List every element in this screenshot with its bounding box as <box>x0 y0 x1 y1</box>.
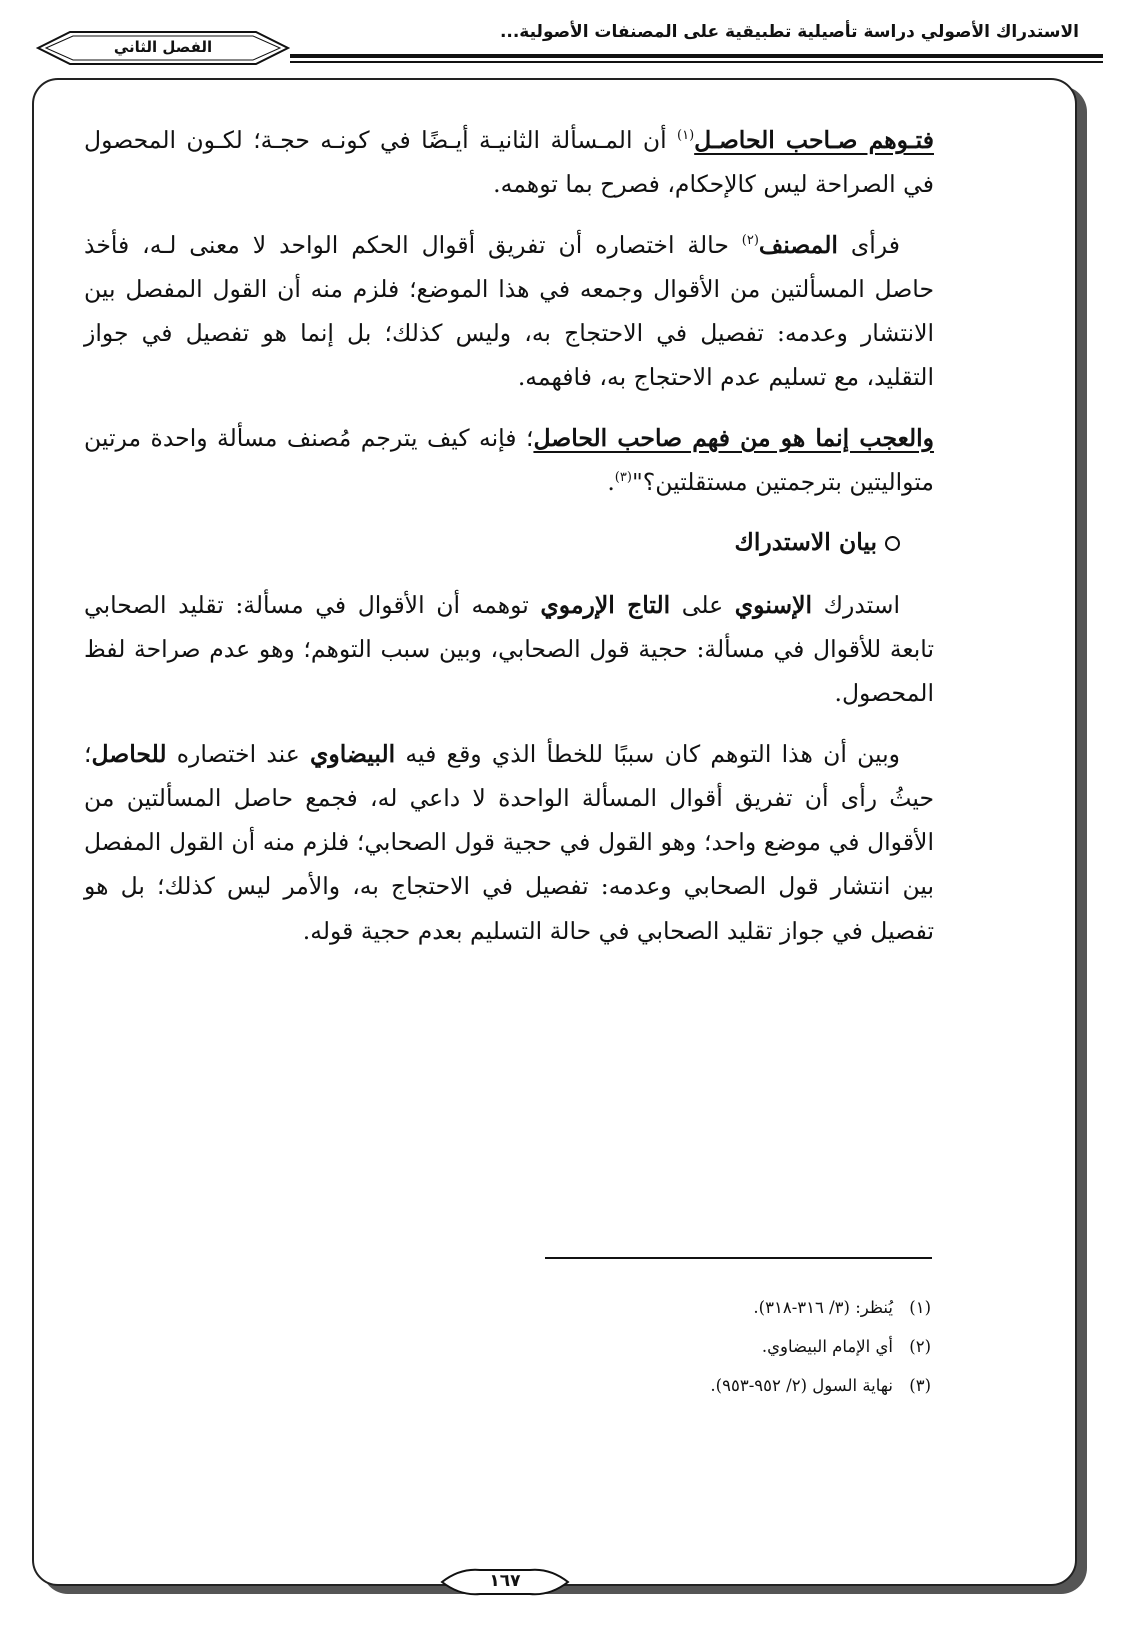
chapter-label: الفصل الثاني <box>113 38 213 56</box>
footnote-number: (٢) <box>909 1337 931 1356</box>
header-rule <box>290 54 1103 68</box>
footnote-number: (٣) <box>909 1376 931 1395</box>
footnote-ref-1[interactable]: (١) <box>677 128 695 144</box>
name-taj-urmawi: التاج الإرموي <box>540 590 671 619</box>
section-heading <box>84 520 934 564</box>
footnote-2 <box>431 1327 931 1366</box>
paragraph-5 <box>84 732 934 953</box>
paragraph-4 <box>84 583 934 716</box>
chapter-tab <box>36 30 290 66</box>
name-musannif: المصنف <box>758 230 838 259</box>
page-number: ١٦٧ <box>489 1571 521 1591</box>
name-baydawi: البيضاوي <box>310 739 396 768</box>
paragraph-3-end: . <box>607 468 615 497</box>
paragraph-1 <box>84 118 934 207</box>
name-isnawi: الإسنوي <box>734 590 813 619</box>
paragraph-5-pre: وبين أن هذا التوهم كان سببًا للخطأ الذي وقع فيه <box>395 739 900 768</box>
term-haasil-author: فتـوهم صـاحب الحاصـل <box>694 126 934 154</box>
paragraph-2-pre: فرأى <box>837 230 900 259</box>
paragraph-2 <box>84 223 934 400</box>
paragraph-5-text: ؛ حيثُ رأى أن تفريق أقوال المسألة الواحدة لا داعي له، فجمع حاصل المسألتين من الأقوال في موضع واحد؛ وهو القول في حجية قول الصحابي؛ فلزم منه أن القول المفصل بين انتشار قول الصحابي وعدمه: تفصيل في الاحتجاج به، والأمر ليس كذلك؛ بل هو تفصيل في جواز تقليد الصحابي في حالة التسليم بعدم حجية قوله. <box>84 739 935 945</box>
paragraph-4-pre: استدرك <box>812 590 900 619</box>
paragraph-2-text: حالة اختصاره أن تفريق أقوال الحكم الواحد لا معنى لـه، فأخذ حاصل المسألتين من الأقوال وجمعه في هذا الموضع؛ فلزم منه أن القول المفصل بين الانتشار وعدمه: تفصيل في الاحتجاج به، وليس كذلك؛ بل إنما هو تفصيل في جواز التقليد، مع تسليم عدم الاحتجاج به، فافهمه. <box>84 230 934 392</box>
name-haasil: للحاصل <box>91 739 167 768</box>
footnote-1 <box>431 1288 931 1327</box>
footnote-text: أي الإمام البيضاوي. <box>761 1337 893 1356</box>
paragraph-3 <box>84 416 934 505</box>
footnote-text: نهاية السول (٢/ ٩٥٢-٩٥٣). <box>710 1376 893 1395</box>
footnote-3 <box>431 1366 931 1405</box>
circle-bullet-icon <box>885 536 900 551</box>
page-number-badge <box>440 1566 570 1598</box>
paragraph-1-text: أن المـسألة الثانيـة أيـضًا في كونـه حجـة؛ لكـون المحصول في الصراحة ليس كالإحكام، فصرح بما توهمه. <box>84 126 934 199</box>
footnote-ref-3[interactable]: (٣) <box>614 470 632 486</box>
footnote-ref-2[interactable]: (٢) <box>741 232 759 248</box>
section-heading-text: بيان الاستدراك <box>734 528 877 557</box>
body-text <box>84 118 934 969</box>
paragraph-4-mid: على <box>670 590 735 619</box>
footnotes <box>431 1288 931 1405</box>
term-wonder: والعجب إنما هو من فهم صاحب الحاصل <box>533 423 934 452</box>
footnote-separator <box>545 1257 932 1259</box>
paragraph-5-mid: عند اختصاره <box>166 739 311 768</box>
book-title: الاستدراك الأصولي دراسة تأصيلية تطبيقية على المصنفات الأصولية... <box>499 22 1079 42</box>
footnote-number: (١) <box>909 1298 931 1317</box>
paragraph-4-text: توهمه أن الأقوال في مسألة: تقليد الصحابي تابعة للأقوال في مسألة: حجية قول الصحابي، وبين سبب التوهم؛ وهو عدم صراحة لفظ المحصول. <box>84 590 934 708</box>
paragraph-3-text: ؛ فإنه كيف يترجم مُصنف مسألة واحدة مرتين متواليتين بترجمتين مستقلتين؟" <box>84 423 934 497</box>
footnote-text: يُنظر: (٣/ ٣١٦-٣١٨). <box>753 1298 893 1317</box>
